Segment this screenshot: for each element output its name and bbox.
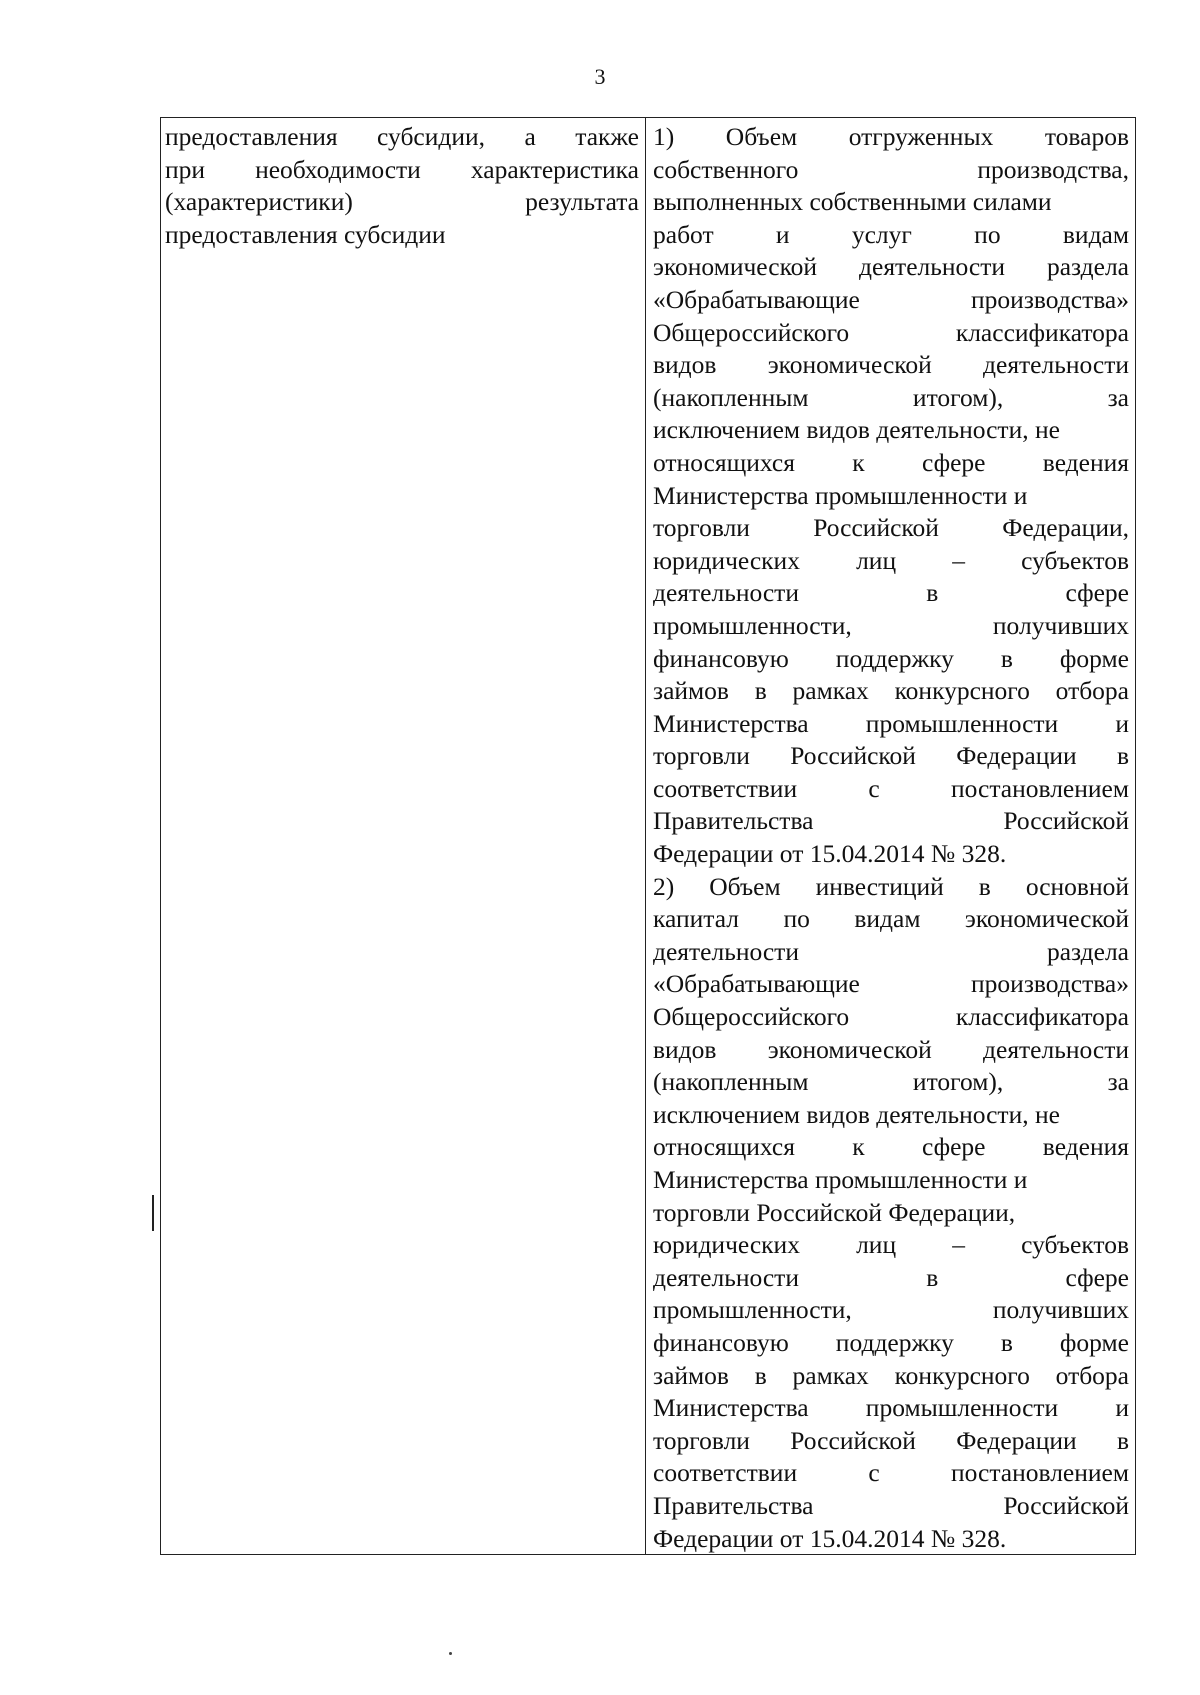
table-text-line: капитал по видам экономической	[653, 904, 1129, 934]
table-text-line: финансовую поддержку в форме	[653, 643, 1129, 673]
table-text-line: торговли Российской Федерации в	[653, 1425, 1129, 1455]
table-text-line: предоставления субсидии, а также	[165, 122, 639, 151]
table-text-line: займов в рамках конкурсного отбора	[653, 1360, 1129, 1390]
table-text-line: промышленности, получивших	[653, 1295, 1129, 1325]
page-number: 3	[594, 64, 606, 89]
table-text-line: Общероссийского классификатора	[653, 1002, 1129, 1032]
table-text-line: Министерства промышленности и	[653, 1165, 1028, 1194]
table-text-line: 1) Объем отгруженных товаров	[653, 122, 1129, 151]
table-text-line: видов экономической деятельности	[653, 350, 1129, 380]
table-text-line: Министерства промышленности и	[653, 1393, 1129, 1423]
table-text-line: 2) Объем инвестиций в основной	[653, 871, 1129, 901]
table-text-line: юридических лиц – субъектов	[653, 545, 1129, 575]
table-text-line: торговли Российской Федерации в	[653, 741, 1129, 771]
table-text-line: займов в рамках конкурсного отбора	[653, 676, 1129, 706]
table-text-line: Правительства Российской	[653, 1490, 1129, 1520]
table-text-line: соответствии с постановлением	[653, 1458, 1129, 1488]
table-text-line: Федерации от 15.04.2014 № 328.	[653, 1523, 1007, 1553]
table-text-line: собственного производства,	[653, 154, 1129, 184]
table-text-line: (накопленным итогом), за	[653, 1067, 1129, 1097]
table-text-line: торговли Российской Федерации,	[653, 513, 1129, 543]
table-text-line: (накопленным итогом), за	[653, 382, 1129, 412]
document-table	[160, 117, 1136, 1555]
table-text-line: соответствии с постановлением	[653, 773, 1129, 803]
table-text-line: Министерства промышленности и	[653, 708, 1129, 738]
table-text-line: «Обрабатывающие производства»	[653, 969, 1129, 999]
table-text-line: промышленности, получивших	[653, 610, 1129, 640]
table-text-line: экономической деятельности раздела	[653, 252, 1129, 282]
table-text-line: работ и услуг по видам	[653, 219, 1129, 249]
table-text-line: исключением видов деятельности, не	[653, 415, 1060, 445]
table-text-line: (характеристики) результата	[165, 187, 639, 217]
table-text-line: деятельности раздела	[653, 936, 1129, 966]
scan-speck	[449, 1652, 452, 1655]
table-text-line: видов экономической деятельности	[653, 1034, 1129, 1064]
table-cell-left	[161, 118, 646, 1554]
table-text-line: предоставления субсидии	[165, 219, 446, 249]
table-text-line: Правительства Российской	[653, 806, 1129, 836]
margin-mark	[152, 1195, 154, 1231]
table-text-line: торговли Российской Федерации,	[653, 1197, 1016, 1227]
table-text-line: Министерства промышленности и	[653, 480, 1028, 510]
table-text-line: Общероссийского классификатора	[653, 317, 1129, 347]
table-cell-right	[646, 118, 1135, 1554]
table-text-line: относящихся к сфере ведения	[653, 447, 1129, 477]
table-text-line: юридических лиц – субъектов	[653, 1230, 1129, 1260]
table-text-line: при необходимости характеристика	[165, 154, 639, 184]
table-text-line: Федерации от 15.04.2014 № 328.	[653, 839, 1007, 869]
table-text-line: «Обрабатывающие производства»	[653, 284, 1129, 314]
table-text-line: относящихся к сфере ведения	[653, 1132, 1129, 1162]
table-text-line: деятельности в сфере	[653, 1262, 1129, 1292]
table-text-line: исключением видов деятельности, не	[653, 1099, 1060, 1129]
table-text-line: финансовую поддержку в форме	[653, 1327, 1129, 1357]
table-text-line: деятельности в сфере	[653, 578, 1129, 608]
table-text-line: выполненных собственными силами	[653, 187, 1052, 217]
